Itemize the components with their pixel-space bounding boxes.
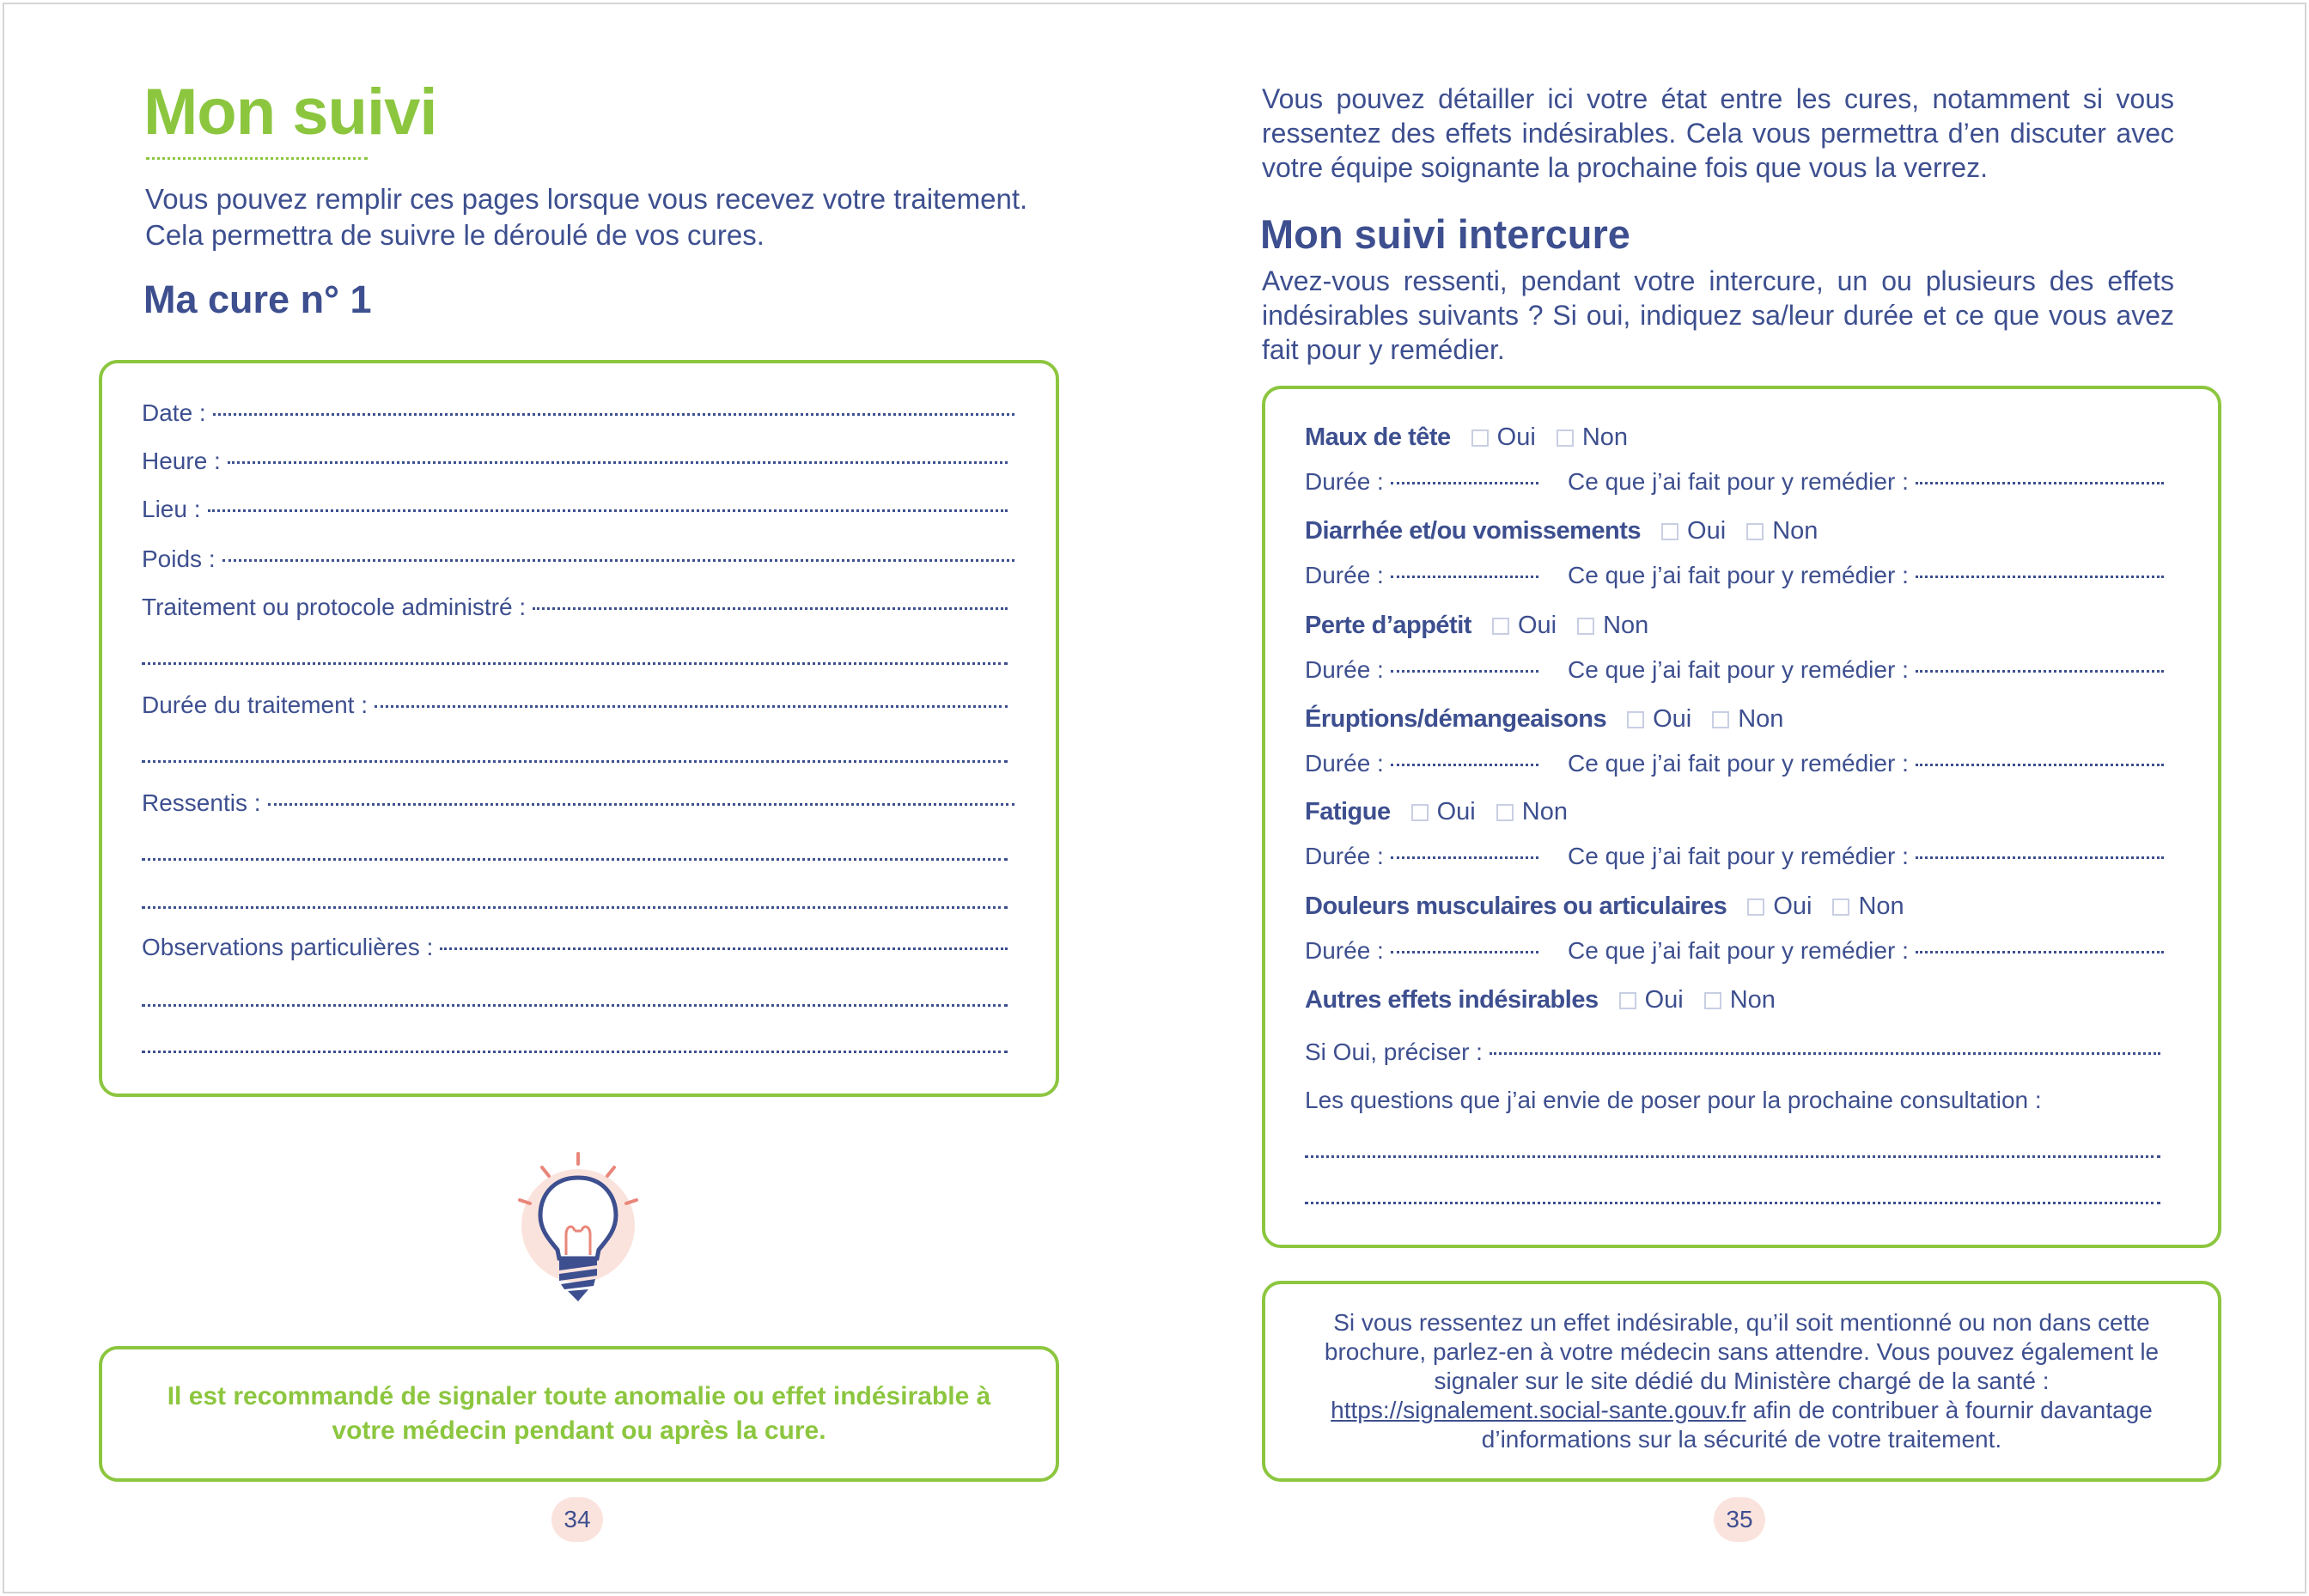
duree-field[interactable]: Durée : (1305, 656, 1538, 684)
page-number-left: 34 (551, 1497, 603, 1542)
brochure-spread (3, 3, 2306, 1593)
effect-row: Autres effets indésirables Oui Non (1305, 986, 1776, 1014)
tip-text: Il est recommandé de signaler toute anomalie ou effet indésirable à votre médecin pendant ou après la cure. (167, 1382, 991, 1445)
duree-field[interactable]: Durée : (1305, 843, 1538, 870)
non-checkbox[interactable] (1712, 711, 1729, 728)
effect-row: Maux de tête Oui Non (1305, 423, 1629, 451)
intro-text: Vous pouvez remplir ces pages lorsque vous recevez votre traitement. Cela permettra de suivre le déroulé de vos cures. (145, 183, 1028, 251)
non-checkbox[interactable] (1832, 899, 1849, 916)
ressentis-extra-line[interactable] (142, 906, 1008, 909)
intercure-question: Avez-vous ressenti, pendant votre intercure, un ou plusieurs des effets indésirables suivants ? Si oui, indiquez sa/leur durée et ce que vous avez fait pour y remédier. (1262, 265, 2174, 365)
tip-box (99, 1346, 1059, 1482)
oui-checkbox[interactable] (1747, 899, 1764, 916)
effect-name: Éruptions/démangeaisons (1305, 705, 1607, 733)
questions-line[interactable] (1305, 1202, 2160, 1204)
heure-field[interactable]: Heure : (142, 448, 1008, 475)
title-underline (146, 157, 368, 160)
effect-row: Douleurs musculaires ou articulaires Oui Non (1305, 892, 1904, 920)
cure-heading: Ma cure n° 1 (143, 277, 372, 321)
intercure-title: Mon suivi intercure (1260, 211, 1630, 257)
poids-field[interactable]: Poids : (142, 545, 1014, 573)
ressentis-field[interactable]: Ressentis : (142, 789, 1014, 817)
effects-form (1262, 386, 2221, 1248)
effect-row: Fatigue Oui Non (1305, 798, 1568, 825)
date-field[interactable]: Date : (142, 399, 1014, 427)
si-oui-field[interactable]: Si Oui, préciser : (1305, 1039, 2160, 1066)
lieu-field[interactable]: Lieu : (142, 496, 1008, 523)
effect-name: Fatigue (1305, 798, 1391, 825)
report-box (1262, 1281, 2221, 1482)
remedy-field[interactable]: Ce que j’ai fait pour y remédier : (1568, 562, 2164, 589)
non-checkbox[interactable] (1577, 618, 1594, 635)
remedy-field[interactable]: Ce que j’ai fait pour y remédier : (1568, 656, 2164, 684)
effect-row: Perte d’appétit Oui Non (1305, 612, 1649, 639)
duree-extra-line[interactable] (142, 760, 1008, 763)
observations-field[interactable]: Observations particulières : (142, 934, 1008, 961)
effect-name: Douleurs musculaires ou articulaires (1305, 892, 1727, 920)
oui-checkbox[interactable] (1411, 804, 1429, 821)
remedy-field[interactable]: Ce que j’ai fait pour y remédier : (1568, 937, 2164, 965)
non-checkbox[interactable] (1746, 523, 1764, 540)
effect-name: Autres effets indésirables (1305, 986, 1599, 1014)
questions-label: Les questions que j’ai envie de poser pour la prochaine consultation : (1305, 1087, 2042, 1113)
page-number-right: 35 (1714, 1497, 1765, 1542)
lightbulb-icon (509, 1152, 647, 1307)
traitement-extra-line[interactable] (142, 662, 1008, 665)
questions-line[interactable] (1305, 1155, 2160, 1158)
observations-extra-line[interactable] (142, 1051, 1008, 1053)
oui-checkbox[interactable] (1492, 618, 1509, 635)
remedy-field[interactable]: Ce que j’ai fait pour y remédier : (1568, 843, 2164, 870)
duree-field[interactable]: Durée : (1305, 750, 1538, 777)
report-link[interactable]: https://signalement.social-sante.gouv.fr (1331, 1397, 1746, 1423)
effect-name: Maux de tête (1305, 423, 1451, 451)
report-text: Si vous ressentez un effet indésirable, qu’il soit mentionné ou non dans cette brochure, parlez-en à votre médecin sans attendre. Vous pouvez également le signaler sur le site dédié du Ministère chargé de la santé : https://signalement.social-sante.gouv.fr afin de contribuer à fournir davantage d’informations sur la sécurité de votre traitement. (1324, 1309, 2160, 1453)
duree-field[interactable]: Durée : (1305, 562, 1538, 589)
oui-checkbox[interactable] (1471, 429, 1489, 447)
oui-checkbox[interactable] (1627, 711, 1644, 728)
oui-checkbox[interactable] (1661, 523, 1678, 540)
duree-field[interactable]: Durée : (1305, 468, 1538, 496)
page-title: Mon suivi (143, 76, 437, 149)
effect-row: Éruptions/démangeaisons Oui Non (1305, 705, 1784, 733)
cure-form (99, 360, 1059, 1097)
effect-row: Diarrhée et/ou vomissements Oui Non (1305, 517, 1819, 545)
remedy-field[interactable]: Ce que j’ai fait pour y remédier : (1568, 750, 2164, 777)
traitement-field[interactable]: Traitement ou protocole administré : (142, 594, 1008, 621)
oui-checkbox[interactable] (1619, 992, 1636, 1009)
effect-name: Diarrhée et/ou vomissements (1305, 517, 1642, 545)
intercure-intro: Vous pouvez détailler ici votre état entre les cures, notamment si vous ressentez des effets indésirables. Cela vous permettra d’en discuter avec votre équipe soignante la prochaine fois que vous la verrez. (1262, 83, 2174, 183)
non-checkbox[interactable] (1496, 804, 1514, 821)
duree-field[interactable]: Durée : (1305, 937, 1538, 965)
ressentis-extra-line[interactable] (142, 858, 1008, 861)
non-checkbox[interactable] (1557, 429, 1574, 447)
duree-traitement-field[interactable]: Durée du traitement : (142, 691, 1008, 719)
remedy-field[interactable]: Ce que j’ai fait pour y remédier : (1568, 468, 2164, 496)
effect-name: Perte d’appétit (1305, 612, 1471, 639)
non-checkbox[interactable] (1704, 992, 1721, 1009)
observations-extra-line[interactable] (142, 1004, 1008, 1007)
